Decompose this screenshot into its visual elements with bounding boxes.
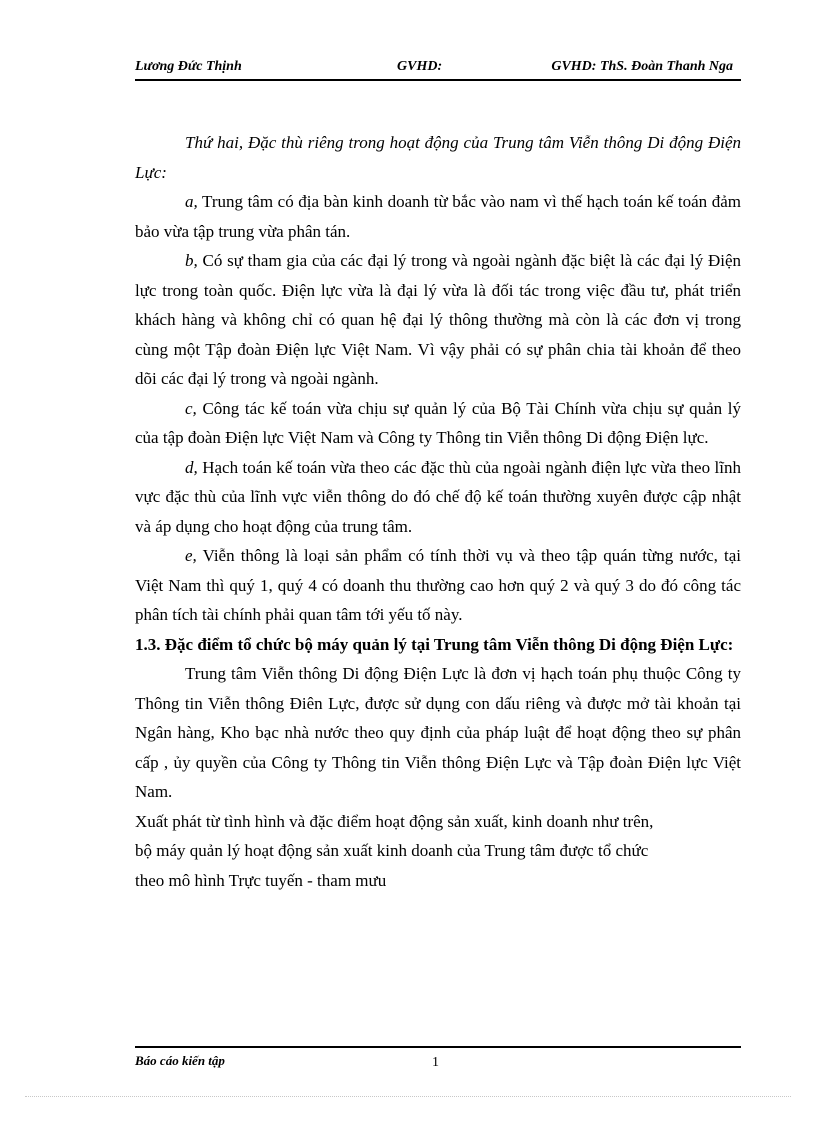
item-text-e: Viễn thông là loại sản phẩm có tính thời vụ và theo tập quán từng nước, tại Việt Nam thì quý 1, quý 4 có doanh thu thường cao hơn quý 2 và quý 3 do đó công tác phân tích tài chính phải quan tâm tới yếu tố này. — [135, 546, 741, 624]
page-bottom-divider — [25, 1096, 791, 1097]
paragraph-c — [135, 394, 741, 453]
paragraph-e — [135, 541, 741, 630]
paragraph-b — [135, 246, 741, 394]
item-text-c: Công tác kế toán vừa chịu sự quản lý của Bộ Tài Chính vừa chịu sự quản lý của tập đoàn Điện lực Việt Nam và Công ty Thông tin Viễn thông Di động Điện lực. — [135, 398, 741, 447]
item-marker-c: c, — [185, 398, 197, 418]
item-marker-a: a, — [185, 192, 198, 211]
item-marker-b: b, — [185, 251, 198, 270]
paragraph-intro: Thứ hai, Đặc thù riêng trong hoạt động của Trung tâm Viễn thông Di động Điện Lực: — [135, 133, 741, 182]
footer-title: Báo cáo kiến tập — [135, 1053, 225, 1068]
item-text-b: Có sự tham gia của các đại lý trong và ngoài ngành đặc biệt là các đại lý Điện lực trong toàn quốc. Điện lực vừa là đại lý vừa là đối tác trong việc đầu tư, phát triển khách hàng và không chỉ có quan hệ đại lý thông thường mà còn là các đơn vị trong cùng một Tập đoàn Điện lực Việt Nam. Vì vậy phải có sự phân chia tài khoản để theo dõi các đại lý trong và ngoài ngành. — [135, 251, 741, 388]
paragraph-a — [135, 187, 741, 246]
item-text-d: Hạch toán kế toán vừa theo các đặc thù của ngoài ngành điện lực vừa theo lĩnh vực đặc thù của lĩnh vực viễn thông do đó chế độ kế toán thường xuyên được cập nhật và áp dụng cho hoạt động của trung tâm. — [135, 457, 741, 536]
header-label: GVHD: — [397, 59, 443, 74]
paragraph-organization: Trung tâm Viễn thông Di động Điện Lực là đơn vị hạch toán phụ thuộc Công ty Thông tin Viễn thông Điên Lực, được sử dụng con dấu riêng và được mở tài khoản tại Ngân hàng, Kho bạc nhà nước theo quy định của pháp luật để hoạt động theo sự phân cấp , ủy quyền của Công ty Thông tin Viễn thông Điện Lực và Tập đoàn Điện lực Việt Nam. — [135, 664, 741, 801]
page-footer — [135, 1046, 741, 1076]
paragraph-conclusion-line-2: bộ máy quản lý hoạt động sản xuất kinh doanh của Trung tâm được tổ chức — [135, 841, 649, 860]
document-body — [135, 128, 741, 895]
paragraph-d — [135, 453, 741, 542]
paragraph-conclusion-line-1: Xuất phát từ tình hình và đặc điểm hoạt động sản xuất, kinh doanh như trên, — [135, 811, 654, 831]
item-text-a: Trung tâm có địa bàn kinh doanh từ bắc vào nam vì thế hạch toán kế toán đảm bảo vừa tập trung vừa phân tán. — [135, 192, 741, 241]
header-author: Lương Đức Thịnh — [135, 59, 242, 74]
paragraph-conclusion-line-3: theo mô hình Trực tuyến - tham mưu — [135, 870, 387, 890]
header-advisor: GVHD: ThS. Đoàn Thanh Nga — [551, 59, 733, 74]
section-heading: 1.3. Đặc điểm tổ chức bộ máy quản lý tại Trung tâm Viễn thông Di động Điện Lực: — [135, 634, 734, 654]
item-marker-d: d, — [185, 457, 198, 477]
page-number: 1 — [432, 1055, 439, 1070]
page-header — [135, 57, 741, 81]
item-marker-e: e, — [185, 546, 197, 565]
